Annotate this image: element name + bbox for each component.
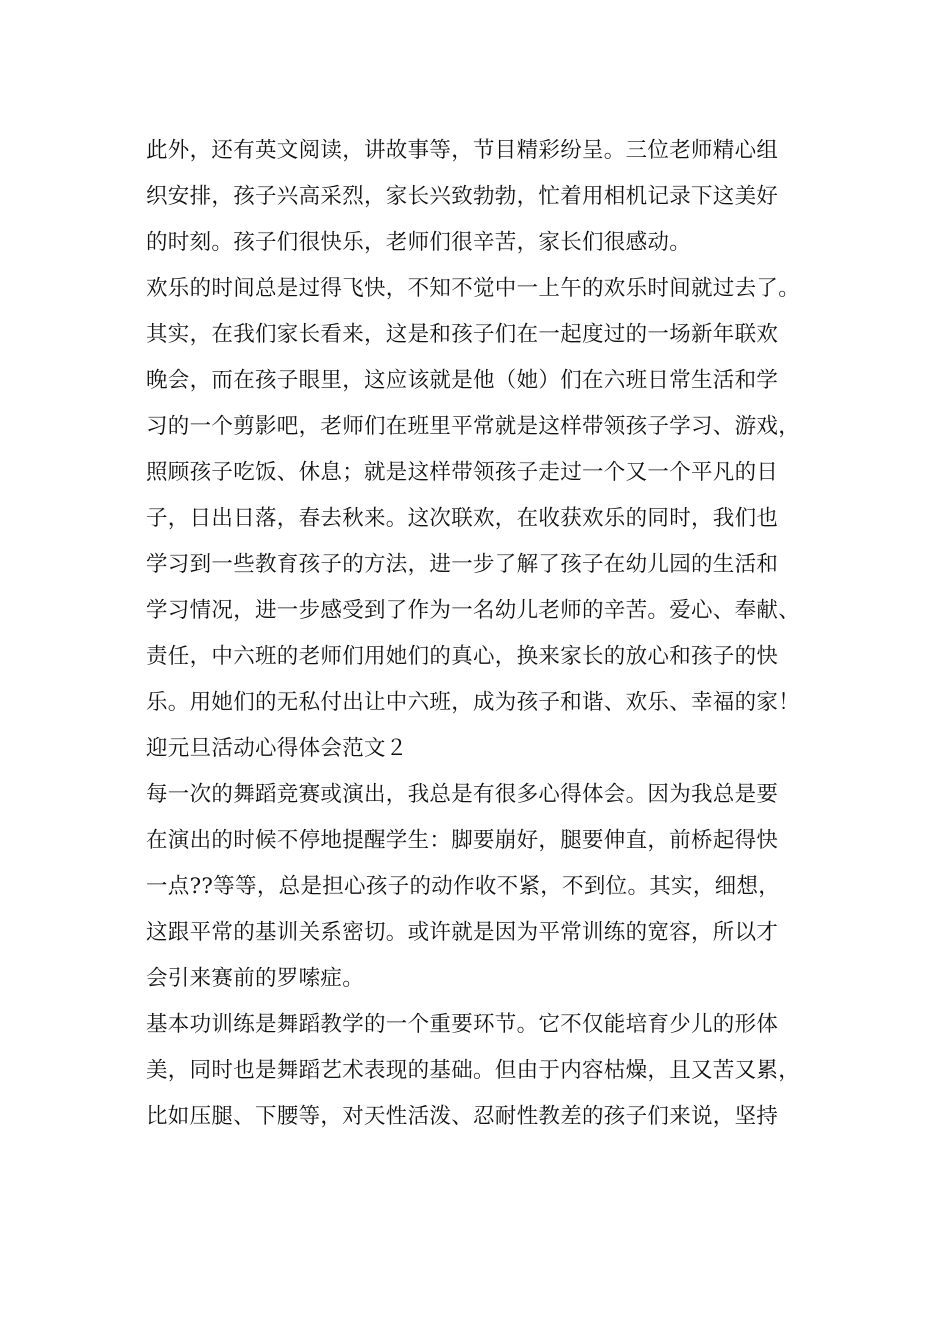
- paragraph-line: 子，日出日落，春去秋来。这次联欢，在收获欢乐的同时，我们也: [146, 506, 779, 531]
- paragraph-line: 乐。用她们的无私付出让中六班，成为孩子和谐、欢乐、幸福的家！: [146, 690, 801, 715]
- paragraph-line: 比如压腿、下腰等，对天性活泼、忍耐性教差的孩子们来说，坚持: [146, 1104, 779, 1129]
- paragraph-line: 一点??等等，总是担心孩子的动作收不紧，不到位。其实，细想，: [146, 874, 781, 899]
- paragraph-line: 学习到一些教育孩子的方法，进一步了解了孩子在幼儿园的生活和: [146, 552, 779, 577]
- paragraph-line: 其实，在我们家长看来，这是和孩子们在一起度过的一场新年联欢: [146, 322, 779, 347]
- paragraph-line: 会引来赛前的罗嗦症。: [146, 966, 365, 991]
- paragraph-line: 责任，中六班的老师们用她们的真心，换来家长的放心和孩子的快: [146, 644, 779, 669]
- paragraph-line: 习的一个剪影吧，老师们在班里平常就是这样带领孩子学习、游戏，: [146, 414, 801, 439]
- paragraph-line: 的时刻。孩子们很快乐，老师们很辛苦，家长们很感动。: [146, 230, 692, 255]
- paragraph-line: 照顾孩子吃饭、休息；就是这样带领孩子走过一个又一个平凡的日: [146, 460, 779, 485]
- paragraph-line: 在演出的时候不停地提醒学生：脚要崩好，腿要伸直，前桥起得快: [146, 828, 779, 853]
- paragraph-line: 基本功训练是舞蹈教学的一个重要环节。它不仅能培育少儿的形体: [146, 1012, 779, 1037]
- paragraph-line: 学习情况，进一步感受到了作为一名幼儿老师的辛苦。爱心、奉献、: [146, 598, 801, 623]
- paragraph-line: 这跟平常的基训关系密切。或许就是因为平常训练的宽容，所以才: [146, 920, 779, 945]
- paragraph-line: 此外，还有英文阅读，讲故事等，节目精彩纷呈。三位老师精心组: [146, 138, 779, 163]
- paragraph-line: 美，同时也是舞蹈艺术表现的基础。但由于内容枯燥，且又苦又累，: [146, 1058, 801, 1083]
- paragraph-line: 织安排，孩子兴高采烈，家长兴致勃勃，忙着用相机记录下这美好: [146, 184, 779, 209]
- paragraph-line: 每一次的舞蹈竞赛或演出，我总是有很多心得体会。因为我总是要: [146, 782, 779, 807]
- paragraph-line: 晚会，而在孩子眼里，这应该就是他（她）们在六班日常生活和学: [146, 368, 779, 393]
- section-heading: 迎元旦活动心得体会范文２: [146, 736, 408, 761]
- document-body: [146, 128, 836, 1140]
- paragraph-line: 欢乐的时间总是过得飞快，不知不觉中一上午的欢乐时间就过去了。: [146, 276, 801, 301]
